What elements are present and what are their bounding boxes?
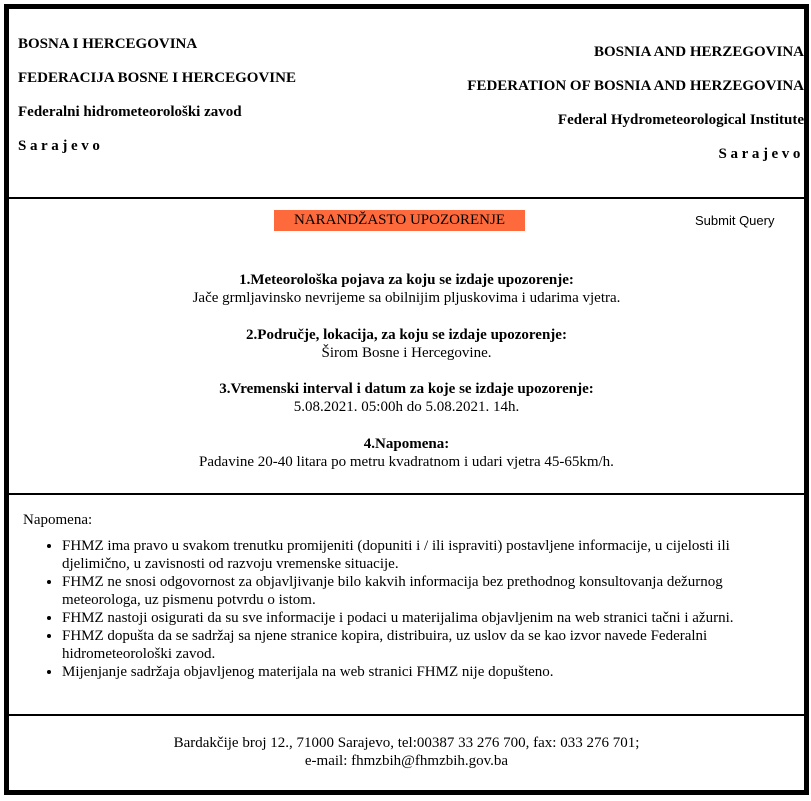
header-right-city: Sarajevo — [718, 146, 804, 162]
notes-heading: Napomena: — [23, 512, 93, 528]
section-title: 4.Napomena: — [363, 436, 450, 452]
footer-contact — [9, 734, 804, 770]
document-frame — [4, 4, 809, 795]
list-item: • FHMZ ne snosi odgovornost za objavljivanje bilo kakvih informacija bez prethodnog konsultovanja dežurnog meteorologa, uz pismenu potvrdu o istom. — [62, 573, 789, 609]
section-text: 5.08.2021. 05:00h do 5.08.2021. 14h. — [293, 399, 520, 415]
header-left-institute: Federalni hidrometeorološki zavod — [18, 104, 242, 120]
header-left-city: Sarajevo — [18, 138, 104, 154]
warning-section-phenomenon — [9, 271, 804, 307]
footer-address: Bardakčije broj 12., 71000 Sarajevo, tel:00387 33 276 700, fax: 033 276 701; — [173, 735, 640, 751]
list-item: • FHMZ nastoji osigurati da su sve informacije i podaci u materijalima objavljenim na web stranici tačni i ažurni. — [62, 609, 789, 627]
list-item: • Mijenjanje sadržaja objavljenog materijala na web stranici FHMZ nije dopušteno. — [62, 663, 789, 681]
section-text: Širom Bosne i Hercegovine. — [321, 345, 492, 361]
section-title: 1.Meteorološka pojava za koju se izdaje upozorenje: — [239, 272, 574, 288]
header-right-institute: Federal Hydrometeorological Institute — [557, 112, 804, 128]
header-left-country: BOSNA I HERCEGOVINA — [18, 36, 198, 52]
warning-section-note — [9, 435, 804, 471]
section-title: 2.Područje, lokacija, za koju se izdaje upozorenje: — [246, 327, 567, 343]
notes-list — [9, 537, 789, 681]
section-text: Jače grmljavinsko nevrijeme sa obilnijim pljuskovima i udarima vjetra. — [192, 290, 621, 306]
divider-top — [9, 197, 804, 199]
divider-bottom — [9, 714, 804, 716]
footer-email: e-mail: fhmzbih@fhmzbih.gov.ba — [304, 753, 509, 769]
divider-middle — [9, 493, 804, 495]
list-item: • FHMZ ima pravo u svakom trenutku promijeniti (dopuniti i / ili ispraviti) postavljene informacije, u cijelosti ili djelimično, u zavisnosti od razvoju vremenske situacije. — [62, 537, 789, 573]
list-item: • FHMZ dopušta da se sadržaj sa njene stranice kopira, distribuira, uz uslov da se kao izvor navede Federalni hidrometeorološki zavod. — [62, 627, 789, 663]
header-right-federation: FEDERATION OF BOSNIA AND HERZEGOVINA — [467, 78, 804, 94]
warning-section-area — [9, 326, 804, 362]
section-title: 3.Vremenski interval i datum za koje se izdaje upozorenje: — [219, 381, 594, 397]
submit-query-button[interactable]: Submit Query — [691, 211, 778, 230]
warning-section-interval — [9, 380, 804, 416]
warning-level-badge: NARANDŽASTO UPOZORENJE — [274, 210, 525, 231]
header-right-country: BOSNIA AND HERZEGOVINA — [593, 44, 804, 60]
section-text: Padavine 20-40 litara po metru kvadratnom i udari vjetra 45-65km/h. — [199, 454, 614, 470]
header-left-federation: FEDERACIJA BOSNE I HERCEGOVINE — [18, 70, 296, 86]
header — [9, 9, 804, 197]
